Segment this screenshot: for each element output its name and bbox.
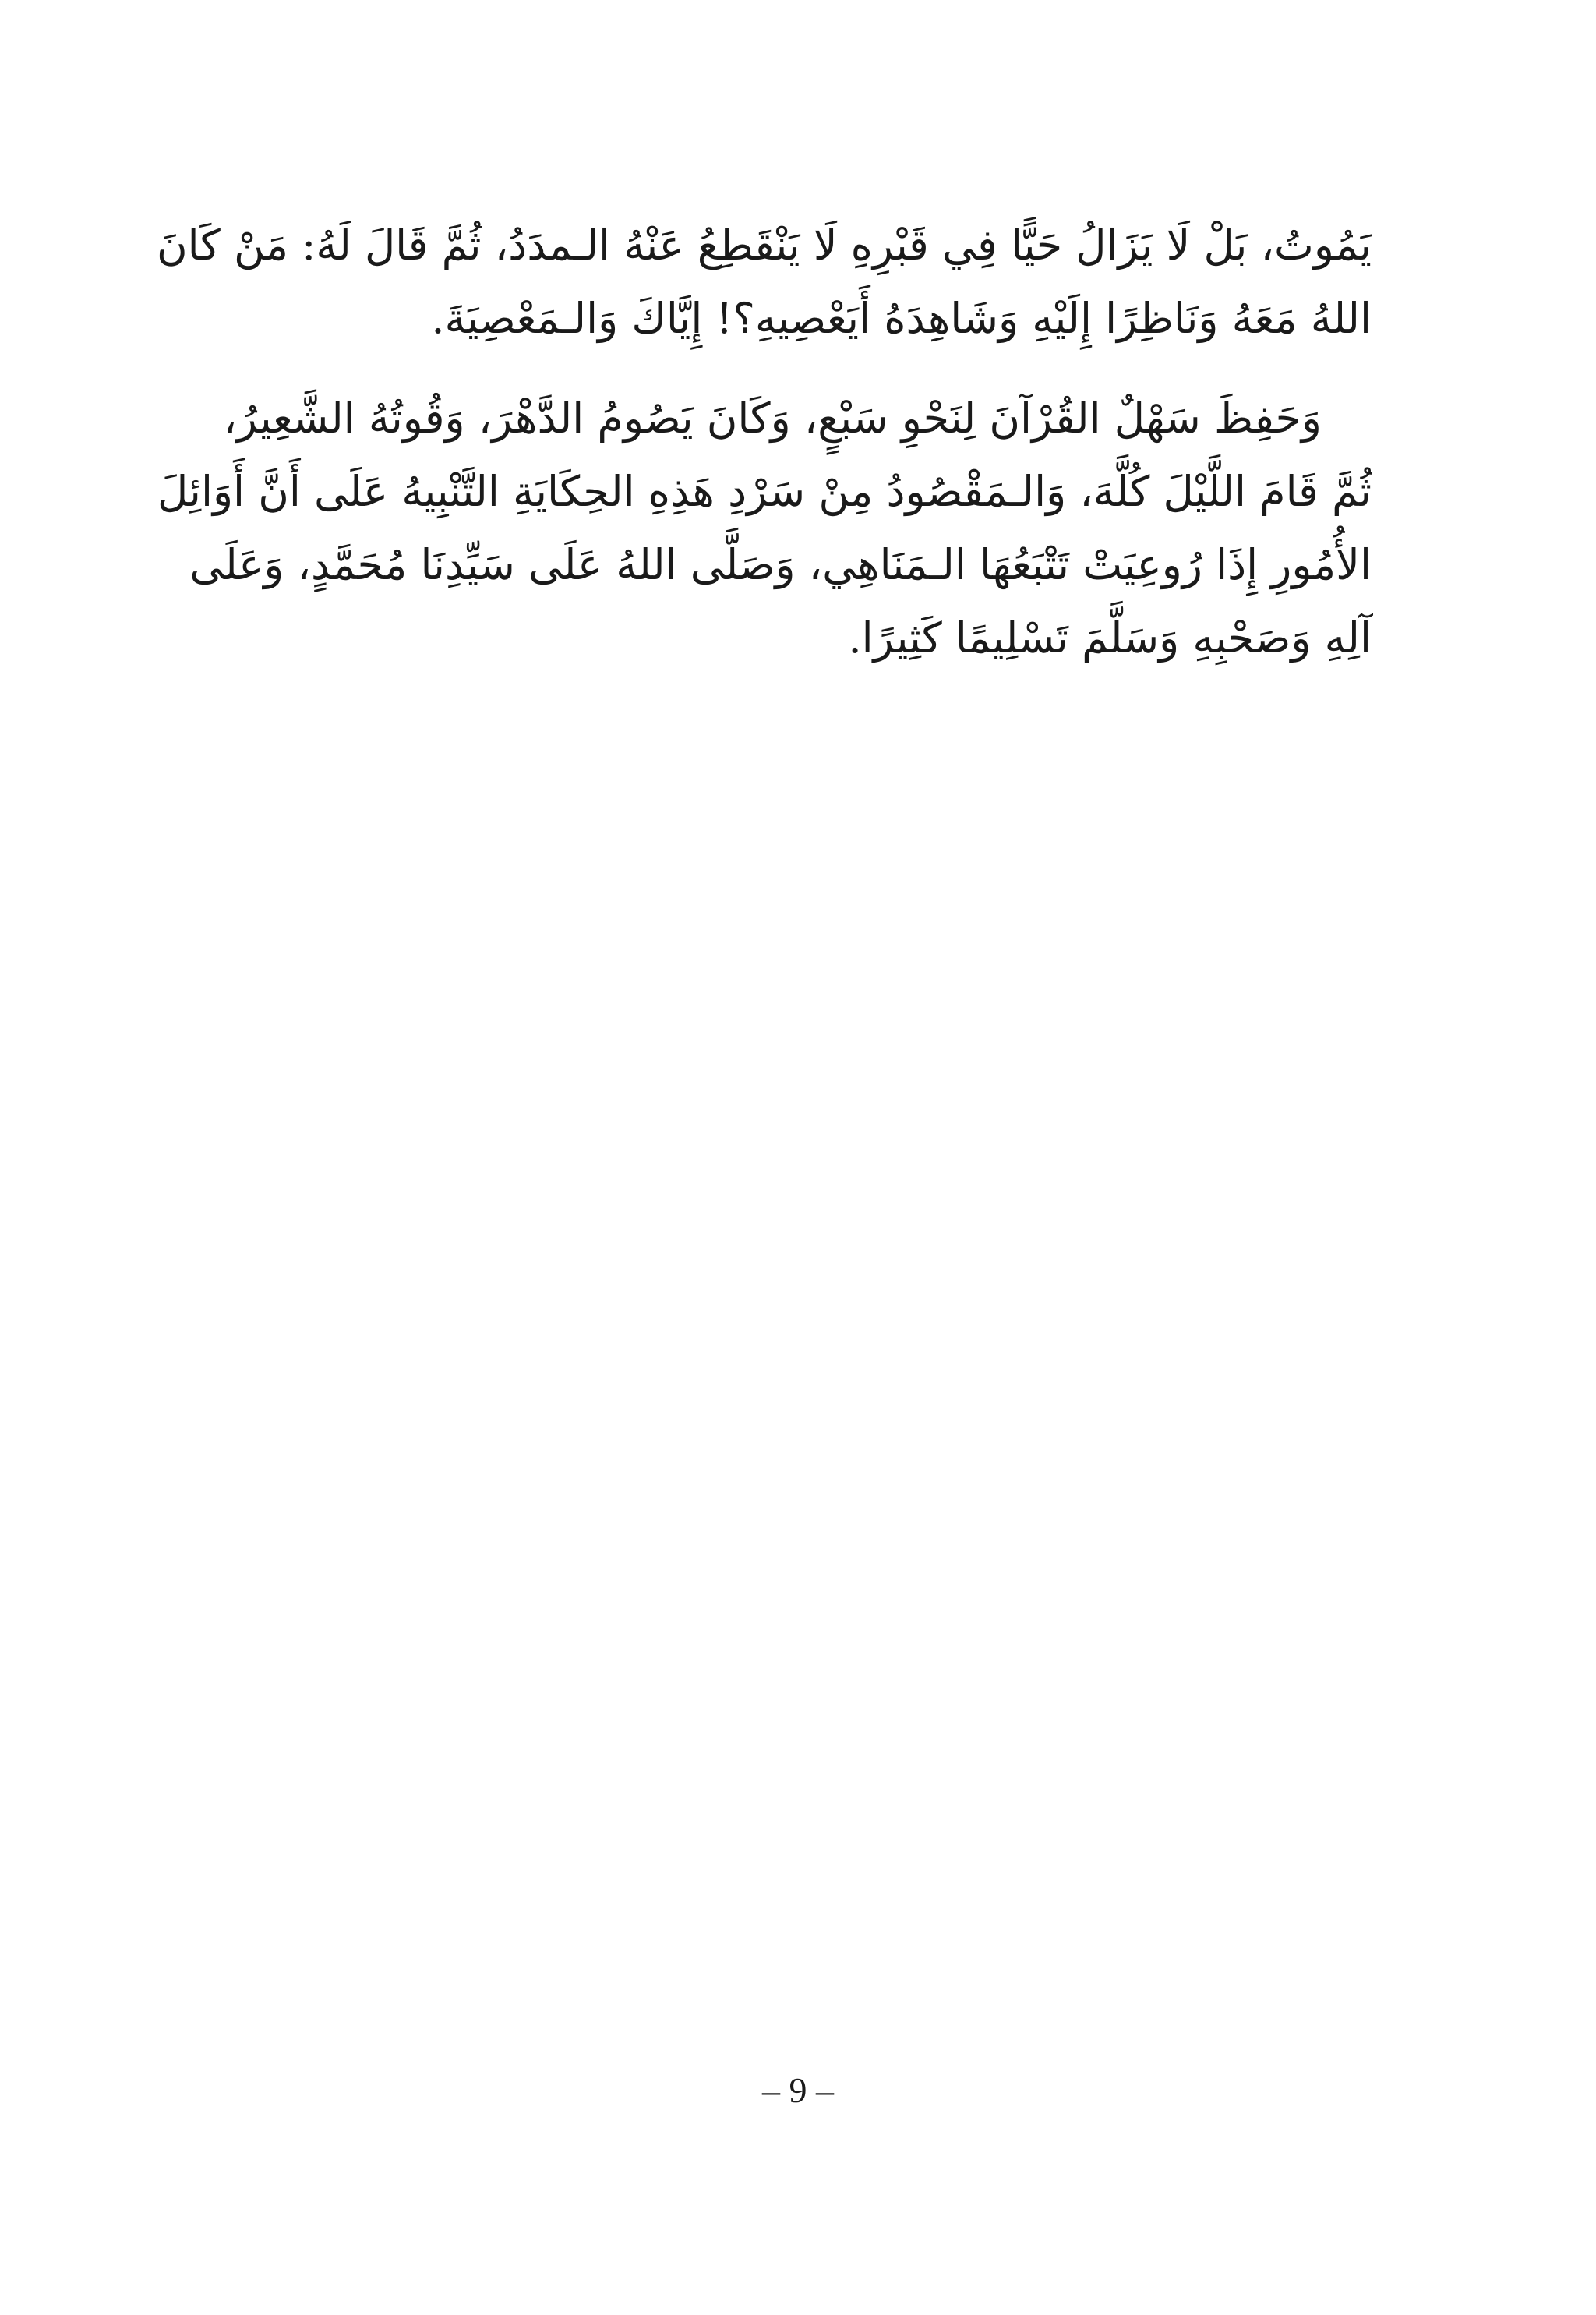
paragraph-1 xyxy=(157,209,1372,355)
paragraph-2 xyxy=(157,382,1372,675)
paragraph-2-line-1: وَحَفِظَ سَهْلٌ القُرْآنَ لِنَحْوِ سَبْعٍ، وَكَانَ يَصُومُ الدَّهْرَ، وَقُوتُهُ الشَّعِيرُ، xyxy=(223,394,1322,443)
page-number: – 9 – xyxy=(762,2070,834,2110)
body-text xyxy=(157,209,1372,675)
paragraph-2-line-3: الأُمُورِ إِذَا رُوعِيَتْ تَتْبَعُهَا الـمَنَاهِي، وَصَلَّى اللهُ عَلَى سَيِّدِنَا مُحَمَّدٍ، وَعَلَى xyxy=(189,540,1372,589)
paragraph-2-line-2: ثُمَّ قَامَ اللَّيْلَ كُلَّهَ، وَالـمَقْصُودُ مِنْ سَرْدِ هَذِهِ الحِكَايَةِ التَّنْبِيهُ عَلَى أَنَّ أَوَائِلَ xyxy=(157,467,1372,516)
paragraph-2-line-4: آلِهِ وَصَحْبِهِ وَسَلَّمَ تَسْلِيمًا كَثِيرًا. xyxy=(848,613,1372,663)
paragraph-1-line-2: اللهُ مَعَهُ وَنَاظِرًا إِلَيْهِ وَشَاهِدَهُ أَيَعْصِيهِ؟! إِيَّاكَ وَالـمَعْصِيَةَ. xyxy=(431,294,1372,343)
paragraph-1-line-1: يَمُوتُ، بَلْ لَا يَزَالُ حَيًّا فِي قَبْرِهِ لَا يَنْقَطِعُ عَنْهُ الـمدَدُ، ثُمَّ قَالَ لَهُ: مَنْ كَانَ xyxy=(157,221,1372,270)
